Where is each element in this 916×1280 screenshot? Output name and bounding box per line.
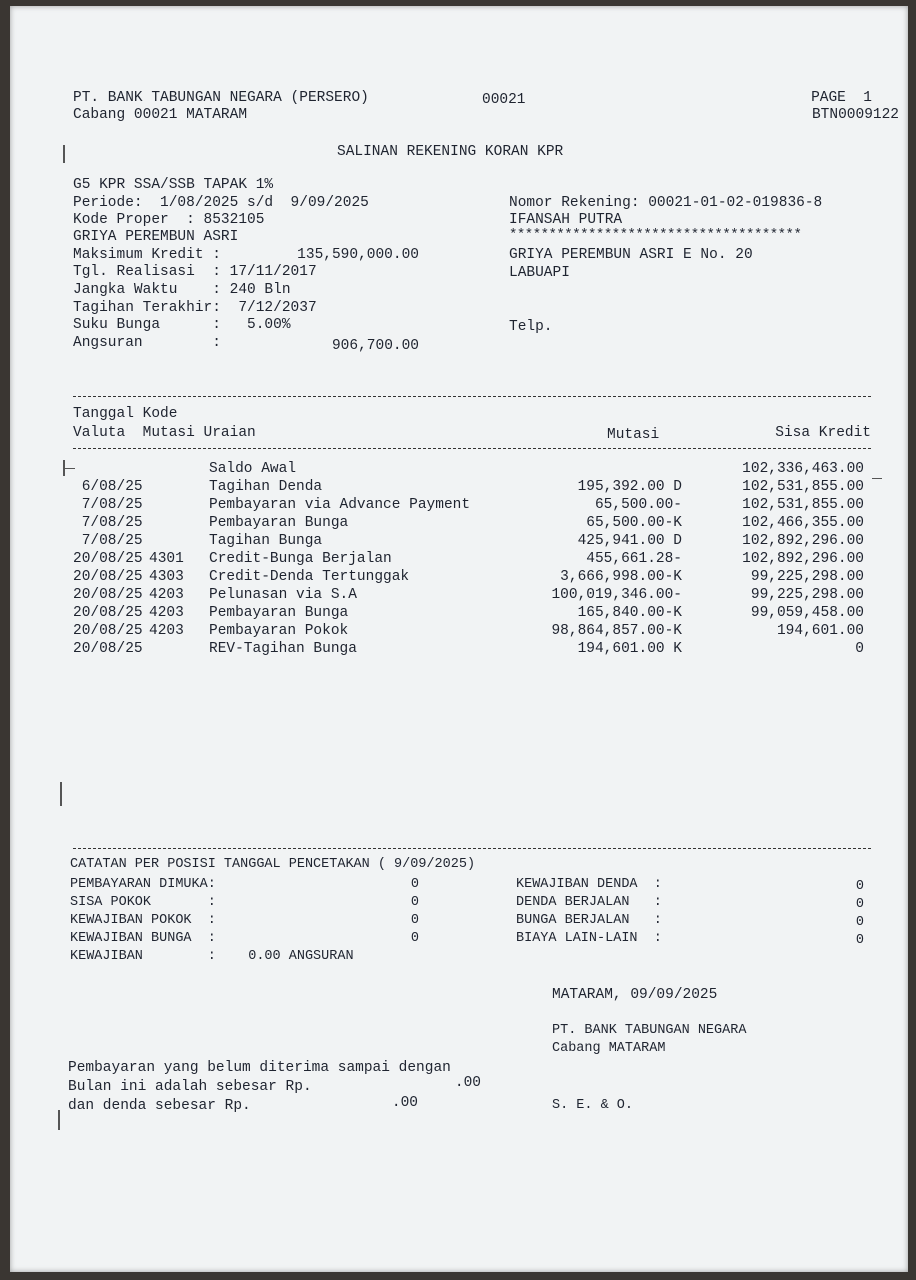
note-line-2-value: .00: [454, 1075, 481, 1091]
row-description: Pelunasan via S.A: [209, 587, 357, 603]
row-balance: 99,225,298.00: [750, 569, 864, 585]
notes-left-label: PEMBAYARAN DIMUKA:: [70, 877, 216, 892]
col-mutasi: Mutasi: [607, 427, 660, 443]
notes-right-label: DENDA BERJALAN :: [516, 895, 662, 910]
row-description: Tagihan Bunga: [209, 533, 323, 549]
last-bill: Tagihan Terakhir: 7/12/2037: [73, 300, 317, 316]
installment-label: Angsuran :: [73, 335, 221, 351]
row-date: 20/08/25: [73, 641, 143, 657]
row-balance: 102,892,296.00: [742, 533, 864, 549]
notes-right-value: 0: [855, 933, 864, 948]
pen-mark: [63, 468, 75, 469]
branch-code: 00021: [482, 92, 526, 108]
row-description: Tagihan Denda: [209, 479, 323, 495]
row-date: 7/08/25: [73, 497, 143, 513]
product-name: G5 KPR SSA/SSB TAPAK 1%: [73, 177, 274, 193]
account-number: Nomor Rekening: 00021-01-02-019836-8: [509, 195, 823, 211]
row-balance: 102,466,355.00: [742, 515, 864, 531]
notes-title: CATATAN PER POSISI TANGGAL PENCETAKAN ( 9/09/2025): [70, 857, 476, 872]
notes-left-label: SISA POKOK :: [70, 895, 216, 910]
notes-left-label: KEWAJIBAN BUNGA :: [70, 931, 216, 946]
bank-name: PT. BANK TABUNGAN NEGARA (PERSERO): [73, 90, 369, 106]
notes-left-value: 0: [410, 913, 419, 928]
row-mutation: 65,500.00-: [594, 497, 682, 513]
notes-right-value: 0: [855, 897, 864, 912]
row-mutation: 65,500.00-K: [586, 515, 682, 531]
pen-mark: [58, 1110, 60, 1130]
pen-mark: [872, 478, 882, 479]
row-date: 20/08/25: [73, 623, 143, 639]
row-date: 7/08/25: [73, 515, 143, 531]
term: Jangka Waktu : 240 Bln: [73, 282, 291, 298]
row-date: 20/08/25: [73, 569, 143, 585]
seo-note: S. E. & O.: [552, 1098, 634, 1113]
period: Periode: 1/08/2025 s/d 9/09/2025: [73, 195, 369, 211]
col-tanggal-kode: Tanggal Kode: [73, 406, 178, 422]
address-line-2: LABUAPI: [509, 265, 570, 281]
footer-bank: PT. BANK TABUNGAN NEGARA: [552, 1023, 747, 1038]
page-title: SALINAN REKENING KORAN KPR: [337, 144, 564, 160]
row-description: Pembayaran Bunga: [209, 515, 349, 531]
notes-right-label: BUNGA BERJALAN :: [516, 913, 662, 928]
phone-label: Telp.: [509, 319, 553, 335]
notes-right-label: BIAYA LAIN-LAIN :: [516, 931, 662, 946]
interest-rate: Suku Bunga : 5.00%: [73, 317, 291, 333]
row-code: 4203: [149, 587, 184, 603]
row-date: 6/08/25: [73, 479, 143, 495]
row-date: 7/08/25: [73, 533, 143, 549]
divider-top: [73, 396, 871, 397]
row-description: Pembayaran Pokok: [209, 623, 349, 639]
row-date: 20/08/25: [73, 587, 143, 603]
notes-left-value: 0: [410, 895, 419, 910]
pen-mark: [60, 782, 62, 806]
note-line-1: Pembayaran yang belum diterima sampai dengan: [68, 1060, 451, 1076]
obligation-line: KEWAJIBAN : 0.00 ANGSURAN: [70, 949, 354, 964]
stars-divider: *************************************: [509, 227, 802, 243]
doc-code: BTN0009122: [811, 107, 899, 123]
row-mutation: 3,666,998.00-K: [560, 569, 682, 585]
row-code: 4203: [149, 605, 184, 621]
notes-right-value: 0: [855, 879, 864, 894]
col-sisa-kredit: Sisa Kredit: [775, 425, 871, 441]
notes-left-label: KEWAJIBAN POKOK :: [70, 913, 216, 928]
realization-date: Tgl. Realisasi : 17/11/2017: [73, 264, 317, 280]
note-line-3-value: .00: [391, 1095, 418, 1111]
row-mutation: 195,392.00 D: [577, 479, 682, 495]
customer-name: IFANSAH PUTRA: [509, 212, 623, 228]
divider-bottom: [73, 848, 871, 849]
row-mutation: 194,601.00 K: [577, 641, 682, 657]
row-description: Credit-Bunga Berjalan: [209, 551, 392, 567]
divider-header: [73, 448, 871, 449]
project-name: GRIYA PEREMBUN ASRI: [73, 229, 239, 245]
row-code: 4203: [149, 623, 184, 639]
row-description: Pembayaran via Advance Payment: [209, 497, 471, 513]
row-mutation: 455,661.28-: [586, 551, 682, 567]
note-line-2: Bulan ini adalah sebesar Rp.: [68, 1079, 312, 1095]
row-balance: 99,059,458.00: [750, 605, 864, 621]
footer-branch: Cabang MATARAM: [552, 1041, 666, 1056]
row-mutation: 425,941.00 D: [577, 533, 682, 549]
row-description: Saldo Awal: [209, 461, 297, 477]
kode-proper: Kode Proper : 8532105: [73, 212, 265, 228]
row-balance: 0: [855, 641, 864, 657]
notes-left-value: 0: [410, 877, 419, 892]
row-description: Credit-Denda Tertunggak: [209, 569, 410, 585]
row-balance: 102,336,463.00: [742, 461, 864, 477]
row-mutation: 165,840.00-K: [577, 605, 682, 621]
branch-name: Cabang 00021 MATARAM: [73, 107, 248, 123]
row-code: 4301: [149, 551, 184, 567]
row-mutation: 100,019,346.00-: [551, 587, 682, 603]
note-line-3: dan denda sebesar Rp.: [68, 1098, 251, 1114]
row-mutation: 98,864,857.00-K: [551, 623, 682, 639]
address-line-1: GRIYA PEREMBUN ASRI E No. 20: [509, 247, 753, 263]
notes-right-value: 0: [855, 915, 864, 930]
row-date: 20/08/25: [73, 551, 143, 567]
pen-mark: [63, 145, 65, 163]
row-balance: 102,531,855.00: [742, 497, 864, 513]
notes-right-label: KEWAJIBAN DENDA :: [516, 877, 662, 892]
row-balance: 99,225,298.00: [750, 587, 864, 603]
place-date: MATARAM, 09/09/2025: [552, 987, 718, 1003]
row-date: 20/08/25: [73, 605, 143, 621]
row-code: 4303: [149, 569, 184, 585]
row-balance: 102,531,855.00: [742, 479, 864, 495]
col-valuta-mutasi-uraian: Valuta Mutasi Uraian: [73, 425, 256, 441]
notes-left-value: 0: [410, 931, 419, 946]
max-credit-label: Maksimum Kredit :: [73, 247, 221, 263]
row-description: Pembayaran Bunga: [209, 605, 349, 621]
row-balance: 194,601.00: [776, 623, 864, 639]
row-description: REV-Tagihan Bunga: [209, 641, 357, 657]
row-balance: 102,892,296.00: [742, 551, 864, 567]
installment-value: 906,700.00: [331, 338, 419, 354]
max-credit-value: 135,590,000.00: [297, 247, 419, 263]
page-number: PAGE 1: [811, 90, 872, 106]
